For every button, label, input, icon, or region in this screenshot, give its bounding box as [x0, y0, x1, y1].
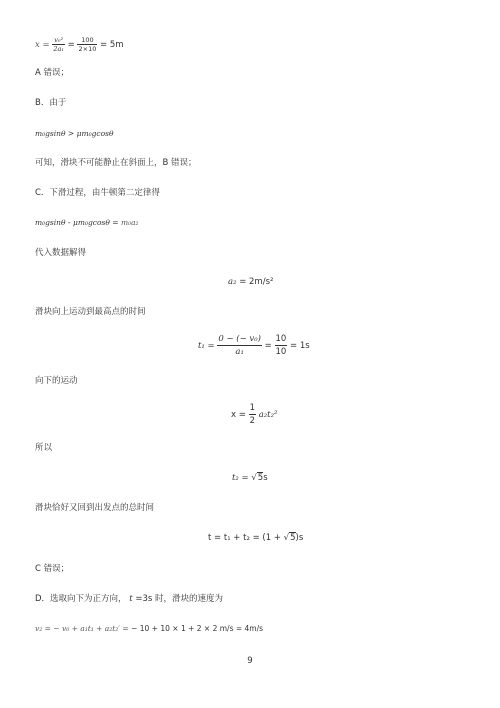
newton-right: m₀a₂ — [120, 218, 139, 227]
a2-equation — [228, 276, 273, 288]
newton-eq: = — [112, 218, 119, 227]
total-time-text: 滑块恰好又回到出发点的总时间 — [35, 503, 155, 513]
velocity-rhs: − 10 + 10 × 1 + 2 × 2 m/s = 4m/s — [131, 624, 264, 633]
total-time-equation — [208, 532, 303, 544]
total-text: t = t₁ + t₂ = (1 + — [208, 533, 284, 543]
so-text: 所以 — [35, 443, 53, 453]
t1-lhs: t₁ = — [198, 341, 215, 351]
t1-fraction — [217, 333, 262, 358]
newton-mid: μm₀gcosθ — [73, 218, 110, 227]
t1-eq2: = — [264, 341, 272, 351]
total-root: 5 — [290, 533, 296, 543]
t1-num2: 10 — [275, 334, 287, 344]
eq-result: = 5m — [100, 40, 124, 50]
t1-den2: 10 — [275, 347, 287, 357]
time-up-text: 滑块向上运动到最高点的时间 — [35, 307, 146, 317]
eq-val-den: 2×10 — [78, 45, 97, 53]
a-wrong: A 错误； — [35, 68, 70, 78]
eq-fraction — [52, 36, 65, 53]
equation-displacement — [35, 36, 124, 53]
eq-frac-num: v₀² — [54, 36, 64, 44]
t1-num: 0 − (− v₀) — [218, 334, 261, 344]
newton-left: m₀gsinθ — [35, 218, 66, 227]
t1-value-fraction — [275, 333, 288, 358]
c-intro: C．下滑过程，由牛顿第二定律得 — [35, 188, 160, 198]
t1-equation — [198, 333, 310, 358]
substitute-text: 代入数据解得 — [35, 248, 87, 258]
t1-result: = 1s — [290, 341, 310, 351]
x-num: 1 — [249, 403, 255, 413]
velocity-equation — [35, 623, 263, 635]
down-motion-text: 向下的运动 — [35, 376, 78, 386]
sqrt-symbol: √ — [283, 533, 290, 543]
a2-lhs: a₂ — [228, 277, 237, 287]
eq-frac-den: 2a₁ — [53, 45, 64, 53]
b-because: B．由于 — [35, 98, 67, 108]
ineq-gt: > — [67, 129, 75, 138]
t2-lhs: t₂ = — [232, 473, 249, 483]
eq-lhs: x = — [35, 40, 50, 50]
x-rest: a₂t₂² — [258, 410, 278, 420]
sqrt-symbol: √ — [251, 473, 257, 483]
t1-den: a₁ — [235, 347, 244, 357]
c-wrong: C 错误； — [35, 564, 70, 574]
t2-root: 5 — [257, 473, 264, 483]
newton-equation — [35, 217, 139, 229]
d-t: t — [129, 594, 133, 604]
eq-val-num: 100 — [77, 36, 97, 45]
total-end: )s — [295, 533, 304, 543]
inequality — [35, 128, 113, 140]
eq-value-fraction — [77, 36, 97, 53]
t2-unit: s — [263, 473, 268, 483]
newton-minus: - — [67, 218, 71, 227]
a2-rhs: = 2m/s² — [239, 277, 274, 287]
d-text2: =3s 时，滑块的速度为 — [135, 594, 224, 604]
x-lhs: x = — [231, 410, 246, 420]
d-intro — [35, 593, 223, 605]
ineq-left: m₀gsinθ — [35, 129, 66, 138]
eq-sign: = — [67, 40, 75, 50]
t2-equation — [232, 472, 268, 484]
x-den: 2 — [249, 416, 255, 426]
x-equation — [231, 402, 277, 427]
velocity-lhs: v₂ = − v₀ + a₁t₁ + a₂t₂′ = — [35, 624, 129, 633]
ineq-right: μm₀gcosθ — [76, 129, 114, 138]
b-conclusion: 可知，滑块不可能静止在斜面上，B 错误； — [35, 158, 197, 168]
x-fraction — [249, 402, 256, 427]
page-number: 9 — [247, 656, 253, 666]
d-text1: D．选取向下为正方向， — [35, 594, 127, 604]
